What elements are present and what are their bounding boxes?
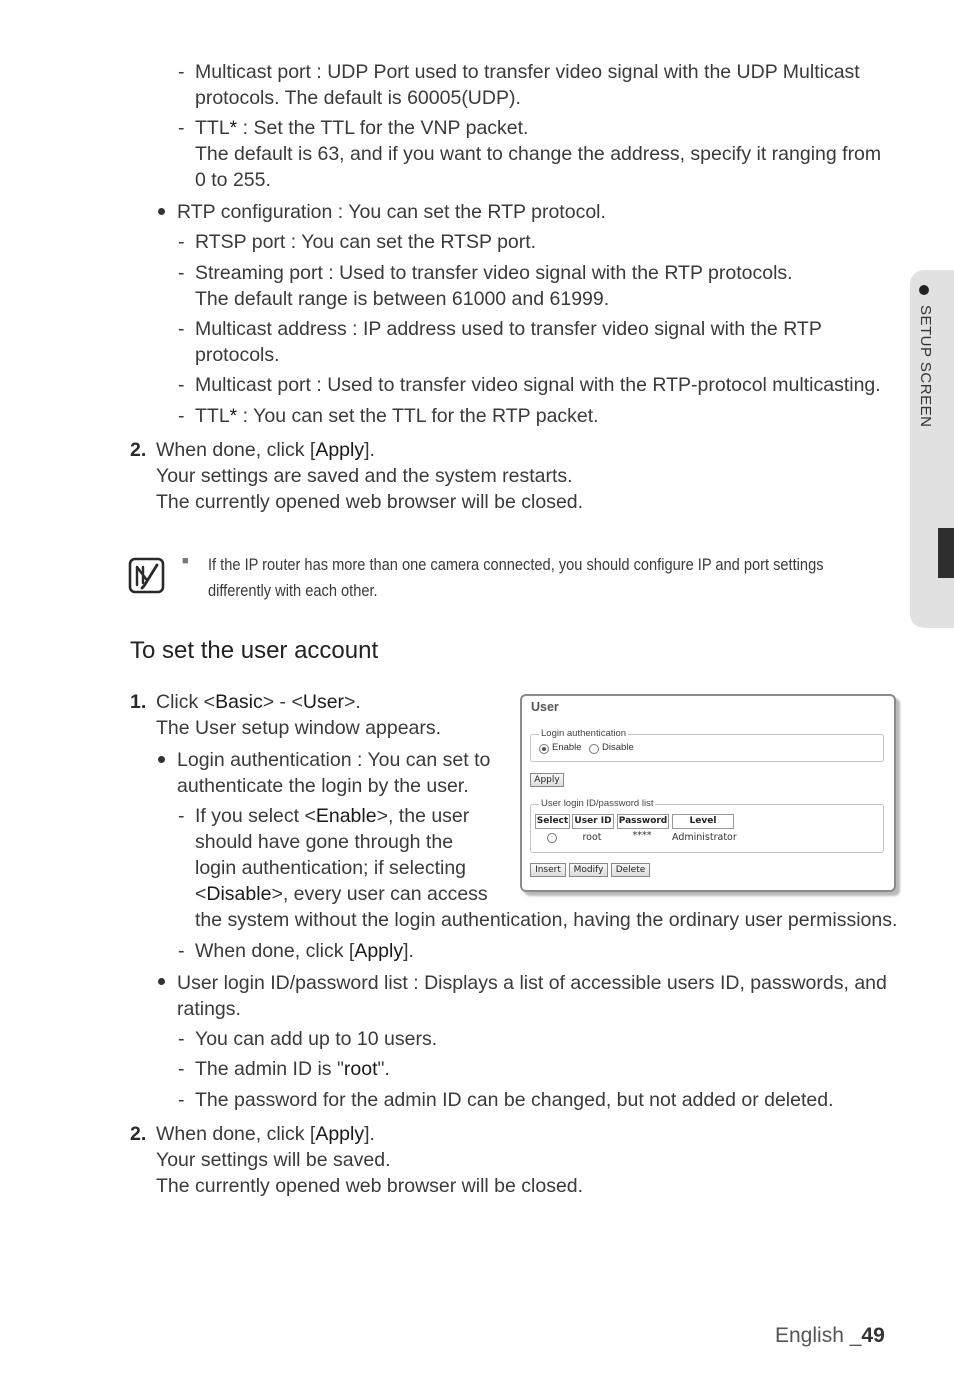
user-list-text: ratings. (177, 998, 241, 1020)
step-number: 1. (130, 691, 147, 713)
user-window-screenshot (520, 694, 896, 892)
ttl-text: The default is 63, and if you want to change the address, specify it ranging from (195, 143, 882, 165)
dash: - (178, 1058, 185, 1080)
streaming-port-text: The default range is between 61000 and 61999. (195, 288, 610, 310)
rtp-ttl-text: TTL* : You can set the TTL for the RTP packet. (195, 405, 599, 427)
step-number: 2. (130, 439, 147, 461)
add-users-text: You can add up to 10 users. (195, 1028, 438, 1050)
dash: - (178, 1089, 185, 1111)
dash: - (178, 318, 185, 340)
step2-text: The currently opened web browser will be closed. (156, 491, 584, 513)
admin-password-text: The password for the admin ID can be changed, but not added or deleted. (195, 1089, 834, 1111)
dash: - (178, 374, 185, 396)
ttl-text: 0 to 255. (195, 169, 271, 191)
window-title: User (531, 700, 559, 714)
rtp-config-text: RTP configuration : You can set the RTP protocol. (177, 201, 606, 223)
note-bullet: ■ (182, 555, 189, 567)
side-tab-label: SETUP SCREEN (917, 305, 934, 428)
dash: - (178, 231, 185, 253)
login-auth-fieldset (530, 728, 884, 762)
side-tab-bullet (919, 285, 929, 295)
level-cell: Administrator (672, 832, 737, 843)
column-header: User ID (572, 814, 614, 829)
page-number: 49 (861, 1324, 885, 1347)
dash: - (178, 61, 185, 83)
bullet-dot (158, 208, 165, 215)
enable-text: should have gone through the (195, 831, 454, 853)
enable-text: login authentication; if selecting (195, 857, 467, 879)
note-text: differently with each other. (208, 581, 378, 600)
side-tab-marker (938, 528, 954, 578)
page-footer: English _49 (775, 1324, 885, 1347)
column-header: Level (672, 814, 734, 829)
step2-text: The currently opened web browser will be closed. (156, 1175, 584, 1197)
ttl-text: TTL* : Set the TTL for the VNP packet. (195, 117, 529, 139)
dash: - (178, 805, 185, 827)
disable-radio[interactable] (589, 744, 599, 754)
enable-text: If you select <Enable>, the user (195, 805, 470, 827)
section-heading: To set the user account (130, 637, 379, 664)
step1-text: Click <Basic> - <User>. (156, 691, 361, 713)
rtsp-port-text: RTSP port : You can set the RTSP port. (195, 231, 537, 253)
step2-text: When done, click [Apply]. (156, 1123, 375, 1145)
delete-button[interactable]: Delete (611, 863, 650, 877)
multicast-port-text: protocols. The default is 60005(UDP). (195, 87, 521, 109)
multicast-address-text: protocols. (195, 344, 280, 366)
dash: - (178, 405, 185, 427)
user-list-legend: User login ID/password list (541, 798, 654, 809)
step1-text: The User setup window appears. (156, 717, 442, 739)
disable-label: Disable (602, 742, 634, 753)
step2-text: Your settings will be saved. (156, 1149, 391, 1171)
login-auth-text: Login authentication : You can set to (177, 749, 491, 771)
admin-id-text: The admin ID is "root". (195, 1058, 390, 1080)
bullet-dot (158, 978, 165, 985)
login-auth-legend: Login authentication (541, 728, 627, 739)
enable-radio[interactable] (539, 744, 549, 754)
login-auth-text: authenticate the login by the user. (177, 775, 469, 797)
row-select-radio[interactable] (547, 833, 557, 843)
user-id-cell: root (582, 832, 602, 843)
streaming-port-text: Streaming port : Used to transfer video signal with the RTP protocols. (195, 262, 793, 284)
user-list-fieldset (530, 798, 884, 853)
enable-label: Enable (552, 742, 582, 753)
step-number: 2. (130, 1123, 147, 1145)
dash: - (178, 1028, 185, 1050)
user-list-text: User login ID/password list : Displays a list of accessible users ID, passwords, and (177, 972, 887, 994)
enable-text: the system without the login authentication, having the ordinary user permissions. (195, 909, 898, 931)
dash: - (178, 940, 185, 962)
column-header: Select (535, 814, 570, 829)
multicast-port-text: Multicast port : UDP Port used to transfer video signal with the UDP Multicast (195, 61, 860, 83)
note-icon (128, 557, 166, 595)
done-text: When done, click [Apply]. (195, 940, 414, 962)
bullet-dot (158, 756, 165, 763)
dash: - (178, 262, 185, 284)
multicast-port-rtp-text: Multicast port : Used to transfer video signal with the RTP-protocol multicasting. (195, 374, 881, 396)
password-cell: **** (632, 830, 652, 841)
column-header: Password (617, 814, 669, 829)
step2-text: Your settings are saved and the system restarts. (156, 465, 573, 487)
note-text: If the IP router has more than one camera connected, you should configure IP and port settings (208, 555, 824, 574)
multicast-address-text: Multicast address : IP address used to transfer video signal with the RTP (195, 318, 822, 340)
enable-text: <Disable>, every user can access (195, 883, 488, 905)
apply-button[interactable]: Apply (530, 773, 564, 787)
dash: - (178, 117, 185, 139)
step2-text: When done, click [Apply]. (156, 439, 375, 461)
modify-button[interactable]: Modify (569, 863, 608, 877)
insert-button[interactable]: Insert (530, 863, 566, 877)
